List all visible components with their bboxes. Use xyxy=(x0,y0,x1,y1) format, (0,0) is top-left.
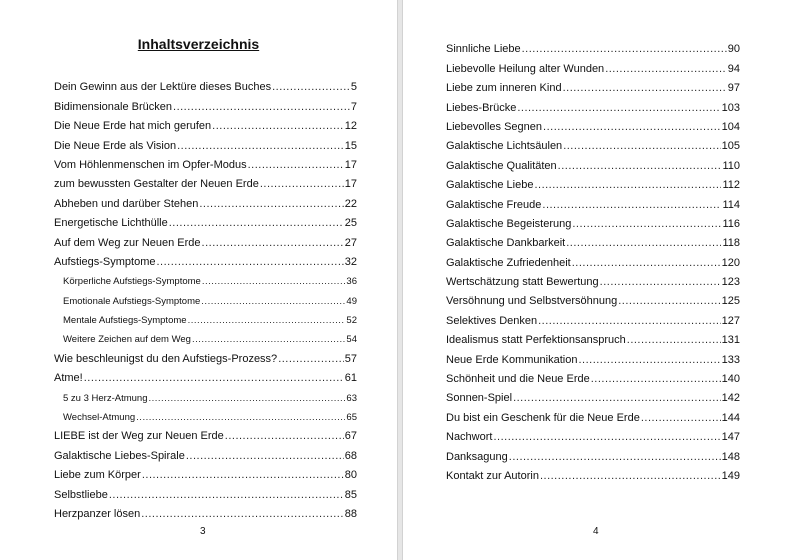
toc-entry xyxy=(446,270,740,289)
toc-entry-title: Liebevolles Segnen xyxy=(446,120,543,133)
toc-entry-page: 5 xyxy=(350,81,357,94)
toc-dot-leader xyxy=(225,430,344,443)
toc-entry xyxy=(54,230,357,249)
right-page xyxy=(403,0,800,560)
toc-subentry xyxy=(54,327,357,346)
toc-dot-leader xyxy=(534,179,721,192)
toc-entry-page: 94 xyxy=(727,62,740,75)
toc-entry-title: Wechsel-Atmung xyxy=(63,412,136,424)
toc-entry xyxy=(446,405,740,424)
toc-subentry xyxy=(54,405,357,424)
toc-entry-title: Selektives Denken xyxy=(446,314,538,327)
toc-dot-leader xyxy=(148,392,345,405)
toc-entry-title: Körperliche Aufstiegs-Symptome xyxy=(63,276,201,288)
toc-entry-title: Herzpanzer lösen xyxy=(54,507,141,520)
toc-dot-leader xyxy=(169,217,344,230)
toc-subentry xyxy=(54,269,357,288)
toc-dot-leader xyxy=(600,276,721,289)
toc-entry xyxy=(446,153,740,172)
toc-entry-title: Die Neue Erde hat mich gerufen xyxy=(54,120,212,133)
toc-entry xyxy=(54,191,357,210)
toc-entry-title: Liebe zum inneren Kind xyxy=(446,82,562,95)
toc-entry-title: LIEBE ist der Weg zur Neuen Erde xyxy=(54,430,224,443)
toc-entry-page: 125 xyxy=(721,295,740,308)
toc-entry-title: Liebe zum Körper xyxy=(54,469,141,482)
toc-dot-leader xyxy=(572,218,721,231)
toc-entry-page: 49 xyxy=(346,295,357,307)
toc-entry-title: Galaktische Begeisterung xyxy=(446,217,572,230)
toc-entry-title: Energetische Lichthülle xyxy=(54,217,168,230)
toc-entry xyxy=(446,386,740,405)
toc-entry-page: 114 xyxy=(722,198,740,211)
toc-entry-page: 112 xyxy=(722,179,740,192)
toc-list-left xyxy=(54,75,357,521)
toc-title: Inhaltsverzeichnis xyxy=(137,36,260,52)
toc-dot-leader xyxy=(542,199,721,212)
toc-entry-title: Danksagung xyxy=(446,450,508,463)
toc-dot-leader xyxy=(627,334,721,347)
toc-dot-leader xyxy=(566,237,721,250)
toc-dot-leader xyxy=(186,450,344,463)
toc-dot-leader xyxy=(260,178,344,191)
toc-entry-title: Wertschätzung statt Bewertung xyxy=(446,276,599,289)
toc-dot-leader xyxy=(173,101,350,114)
toc-entry xyxy=(446,76,740,95)
toc-entry xyxy=(446,134,740,153)
toc-entry-page: 103 xyxy=(721,101,740,114)
toc-entry xyxy=(446,173,740,192)
toc-dot-leader xyxy=(84,372,344,385)
toc-entry-title: Galaktische Lichtsäulen xyxy=(446,140,563,153)
toc-dot-leader xyxy=(605,63,727,76)
toc-entry-title: Schönheit und die Neue Erde xyxy=(446,373,590,386)
toc-entry xyxy=(446,308,740,327)
page-number-left: 3 xyxy=(200,526,206,537)
toc-entry-title: zum bewussten Gestalter der Neuen Erde xyxy=(54,178,259,191)
toc-entry-title: Du bist ein Geschenk für die Neue Erde xyxy=(446,411,640,424)
toc-entry-page: 133 xyxy=(721,353,740,366)
toc-entry-page: 90 xyxy=(727,43,740,56)
toc-dot-leader xyxy=(563,82,727,95)
toc-entry-page: 17 xyxy=(344,158,357,171)
toc-dot-leader xyxy=(212,120,344,133)
toc-entry-page: 61 xyxy=(344,372,357,385)
toc-entry-page: 142 xyxy=(721,392,740,405)
toc-entry-page: 131 xyxy=(721,334,740,347)
toc-entry xyxy=(446,37,740,56)
toc-dot-leader xyxy=(202,237,344,250)
toc-entry-page: 147 xyxy=(721,431,740,444)
toc-entry-page: 25 xyxy=(344,217,357,230)
toc-dot-leader xyxy=(192,333,345,346)
toc-entry-title: Galaktische Zufriedenheit xyxy=(446,256,571,269)
toc-entry xyxy=(54,114,357,133)
toc-dot-leader xyxy=(141,508,344,521)
toc-dot-leader xyxy=(558,160,722,173)
toc-entry-title: Atme! xyxy=(54,372,83,385)
toc-entry xyxy=(54,94,357,113)
toc-entry-title: Weitere Zeichen auf dem Weg xyxy=(63,334,191,346)
toc-dot-leader xyxy=(188,314,346,327)
toc-entry xyxy=(54,153,357,172)
toc-entry-page: 144 xyxy=(721,411,740,424)
toc-entry-page: 118 xyxy=(722,237,740,250)
toc-entry xyxy=(54,250,357,269)
toc-dot-leader xyxy=(142,469,344,482)
toc-entry-title: Dein Gewinn aus der Lektüre dieses Buches xyxy=(54,81,272,94)
toc-dot-leader xyxy=(540,470,721,483)
toc-entry xyxy=(446,56,740,75)
toc-entry xyxy=(54,211,357,230)
page-number-right: 4 xyxy=(593,526,599,537)
toc-entry-page: 123 xyxy=(721,276,740,289)
toc-dot-leader xyxy=(563,140,720,153)
toc-entry-page: 104 xyxy=(721,120,740,133)
toc-dot-leader xyxy=(109,489,344,502)
toc-list-right xyxy=(446,37,740,483)
toc-entry-page: 67 xyxy=(344,430,357,443)
toc-dot-leader xyxy=(177,140,344,153)
toc-entry-title: Galaktische Qualitäten xyxy=(446,159,557,172)
toc-dot-leader xyxy=(199,198,343,211)
toc-dot-leader xyxy=(618,295,720,308)
toc-entry-title: Idealismus statt Perfektionsanspruch xyxy=(446,334,626,347)
toc-dot-leader xyxy=(202,275,346,288)
toc-entry-title: Galaktische Liebe xyxy=(446,179,534,192)
toc-subentry xyxy=(54,385,357,404)
toc-entry-title: Mentale Aufstiegs-Symptome xyxy=(63,315,187,327)
toc-entry xyxy=(446,289,740,308)
toc-entry xyxy=(54,443,357,462)
toc-entry-title: Sinnliche Liebe xyxy=(446,43,521,56)
toc-subentry xyxy=(54,308,357,327)
toc-entry xyxy=(446,231,740,250)
toc-dot-leader xyxy=(522,43,727,56)
toc-dot-leader xyxy=(272,81,350,94)
toc-entry-page: 63 xyxy=(346,392,357,404)
toc-entry xyxy=(54,502,357,521)
toc-entry xyxy=(446,328,740,347)
toc-dot-leader xyxy=(543,121,721,134)
toc-entry xyxy=(54,424,357,443)
toc-dot-leader xyxy=(278,353,344,366)
toc-entry xyxy=(446,444,740,463)
toc-entry-page: 27 xyxy=(344,236,357,249)
toc-entry xyxy=(446,464,740,483)
toc-entry-title: Sonnen-Spiel xyxy=(446,392,513,405)
toc-dot-leader xyxy=(509,451,721,464)
toc-entry-title: Die Neue Erde als Vision xyxy=(54,139,177,152)
toc-dot-leader xyxy=(572,257,721,270)
toc-subentry xyxy=(54,288,357,307)
toc-entry-page: 22 xyxy=(344,197,357,210)
toc-entry-page: 54 xyxy=(346,334,357,346)
toc-entry-title: Kontakt zur Autorin xyxy=(446,469,539,482)
toc-entry-page: 127 xyxy=(721,314,740,327)
toc-entry-title: Auf dem Weg zur Neuen Erde xyxy=(54,236,201,249)
toc-entry-title: Versöhnung und Selbstversöhnung xyxy=(446,295,618,308)
toc-dot-leader xyxy=(641,412,721,425)
toc-entry-title: 5 zu 3 Herz-Atmung xyxy=(63,392,148,404)
left-page xyxy=(0,0,397,560)
toc-entry-title: Galaktische Liebes-Spirale xyxy=(54,449,185,462)
toc-entry-page: 68 xyxy=(344,449,357,462)
toc-entry-page: 65 xyxy=(346,412,357,424)
toc-entry xyxy=(54,482,357,501)
toc-entry xyxy=(54,75,357,94)
toc-entry-page: 17 xyxy=(344,178,357,191)
toc-entry-title: Abheben und darüber Stehen xyxy=(54,197,199,210)
toc-entry-page: 149 xyxy=(721,469,740,482)
toc-entry xyxy=(446,212,740,231)
toc-entry xyxy=(54,463,357,482)
toc-entry xyxy=(446,367,740,386)
toc-entry xyxy=(54,366,357,385)
toc-entry-title: Emotionale Aufstiegs-Symptome xyxy=(63,295,201,307)
toc-entry-page: 15 xyxy=(344,139,357,152)
toc-entry xyxy=(446,425,740,444)
toc-entry-title: Liebevolle Heilung alter Wunden xyxy=(446,62,605,75)
toc-dot-leader xyxy=(248,159,344,172)
toc-entry-page: 85 xyxy=(344,488,357,501)
toc-entry-title: Aufstiegs-Symptome xyxy=(54,255,156,268)
toc-entry-title: Galaktische Dankbarkeit xyxy=(446,237,566,250)
toc-dot-leader xyxy=(538,315,721,328)
toc-entry-title: Selbstliebe xyxy=(54,488,108,501)
toc-entry-page: 140 xyxy=(721,373,740,386)
toc-entry xyxy=(446,192,740,211)
toc-entry-page: 88 xyxy=(344,507,357,520)
toc-entry-page: 36 xyxy=(346,276,357,288)
toc-entry xyxy=(54,346,357,365)
toc-entry-page: 110 xyxy=(722,159,740,172)
toc-entry xyxy=(54,172,357,191)
toc-entry-title: Wie beschleunigst du den Aufstiegs-Prozess? xyxy=(54,352,278,365)
toc-entry-page: 105 xyxy=(721,140,740,153)
toc-entry-title: Galaktische Freude xyxy=(446,198,542,211)
toc-dot-leader xyxy=(517,102,720,115)
toc-entry-title: Neue Erde Kommunikation xyxy=(446,353,578,366)
toc-dot-leader xyxy=(591,373,721,386)
toc-entry-title: Nachwort xyxy=(446,431,493,444)
toc-entry-page: 57 xyxy=(344,352,357,365)
toc-entry-page: 148 xyxy=(721,450,740,463)
toc-entry xyxy=(446,95,740,114)
toc-entry-title: Bidimensionale Brücken xyxy=(54,100,173,113)
toc-entry-page: 32 xyxy=(344,255,357,268)
toc-entry-title: Vom Höhlenmenschen im Opfer-Modus xyxy=(54,158,247,171)
toc-dot-leader xyxy=(578,354,720,367)
toc-entry xyxy=(446,347,740,366)
toc-entry-page: 52 xyxy=(346,315,357,327)
toc-entry-page: 97 xyxy=(727,82,740,95)
toc-entry-page: 116 xyxy=(722,217,740,230)
toc-entry xyxy=(446,115,740,134)
toc-entry-page: 12 xyxy=(344,120,357,133)
toc-entry-page: 120 xyxy=(721,256,740,269)
toc-entry xyxy=(54,133,357,152)
toc-entry-page: 7 xyxy=(350,100,357,113)
toc-dot-leader xyxy=(136,411,345,424)
toc-dot-leader xyxy=(156,256,343,269)
toc-dot-leader xyxy=(201,295,345,308)
toc-entry-page: 80 xyxy=(344,469,357,482)
toc-entry-title: Liebes-Brücke xyxy=(446,101,517,114)
toc-entry xyxy=(446,250,740,269)
toc-dot-leader xyxy=(513,392,721,405)
toc-dot-leader xyxy=(493,431,720,444)
